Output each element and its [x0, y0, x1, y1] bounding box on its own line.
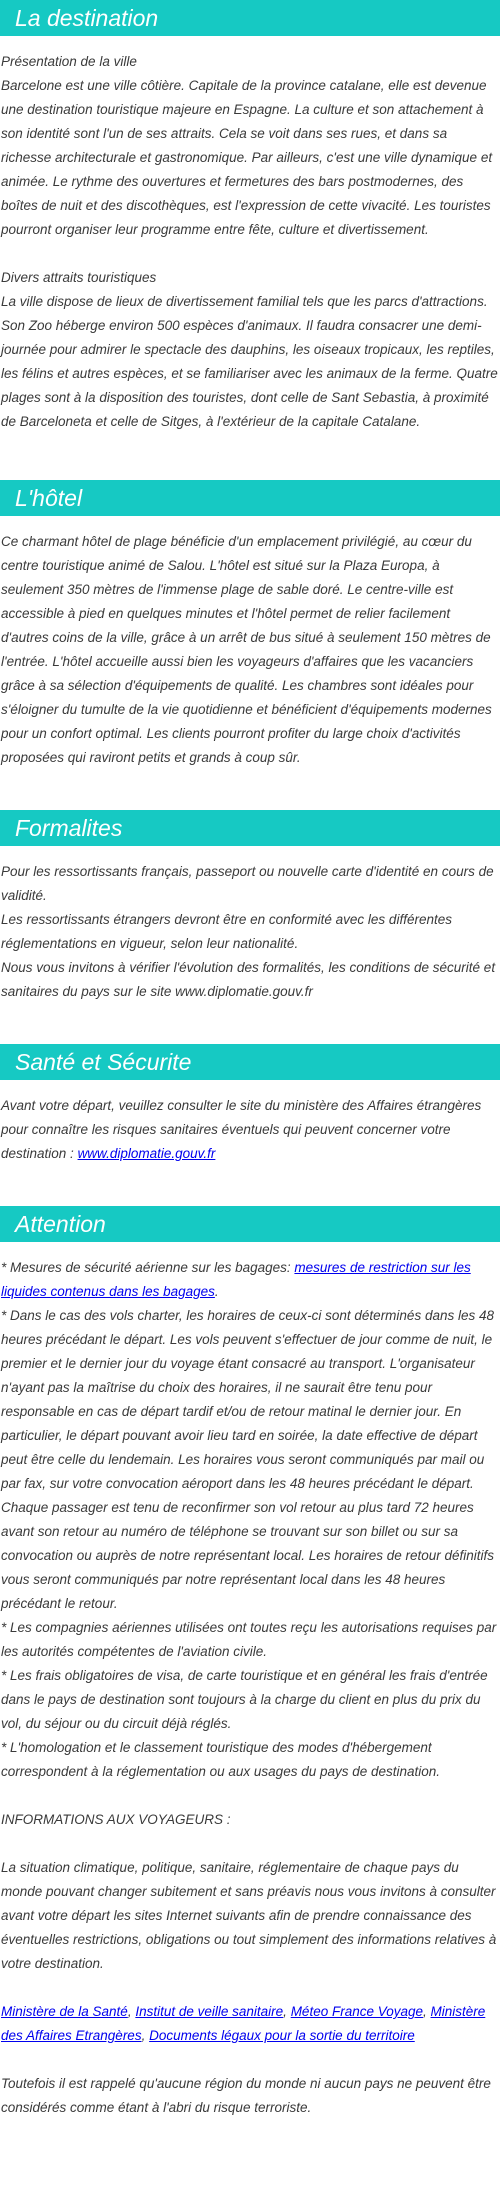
- formalites-body: [0, 846, 500, 1004]
- sante-body: [0, 1080, 500, 1166]
- formalites-title: Formalites: [0, 810, 500, 846]
- info-heading: INFORMATIONS AUX VOYAGEURS :: [1, 1812, 231, 1827]
- attention-bullet-2: * Dans le cas des vols charter, les horaires de ceux-ci sont déterminés dans les 48 heures précédant le départ. Les vols peuvent s'effectuer de jour comme de nuit, le premier et le dernier jour du voyage étant consacré au transport. L'organisateur n'ayant pas la maîtrise du choix des horaires, il ne saurait être tenu pour responsable en cas de départ tardif et/ou de retour matinal le dernier jour. En particulier, le départ pouvant avoir lieu tard en soirée, la date effective de départ peut être celle du lendemain. Les horaires vous seront communiqués par mail ou par fax, sur votre convocation aéroport dans les 48 heures précédant le départ. Chaque passager est tenu de reconfirmer son vol retour au plus tard 72 heures avant son retour au numéro de téléphone se trouvant sur son billet ou sur sa convocation ou auprès de notre représentant local. Les horaires de retour définitifs vous seront communiqués par notre représentant local dans les 48 heures précédant le retour.: [1, 1308, 495, 1611]
- diplomatie-link[interactable]: www.diplomatie.gouv.fr: [77, 1146, 216, 1161]
- link-separator: ,: [283, 2004, 291, 2019]
- link-ministere-sante[interactable]: Ministère de la Santé: [1, 2004, 128, 2019]
- link-meteo-france[interactable]: Méteo France Voyage: [290, 2004, 424, 2019]
- link-affaires-etrangeres[interactable]: Ministère des Affaires Etrangères: [1, 2004, 486, 2043]
- formalites-section: [0, 810, 500, 1004]
- attention-body: [0, 1242, 500, 2120]
- link-separator: ,: [423, 2004, 431, 2019]
- sante-section: [0, 1044, 500, 1166]
- destination-section: [0, 0, 500, 434]
- intro-heading: Présentation de la ville: [1, 54, 137, 69]
- attention-bullet-5: * L'homologation et le classement touristique des modes d'hébergement correspondent à la réglementation ou aux usages du pays de destination.: [1, 1740, 441, 1779]
- resource-links: [1, 2000, 499, 2048]
- attention-section: [0, 1206, 500, 2120]
- attention-bullet-1: [1, 1256, 499, 1304]
- attention-title: Attention: [0, 1206, 500, 1242]
- destination-title: La destination: [0, 0, 500, 36]
- attractions-heading: Divers attraits touristiques: [1, 270, 157, 285]
- formalites-line-1: Pour les ressortissants français, passeport ou nouvelle carte d'identité en cours de validité.: [1, 864, 494, 903]
- sante-text: Avant votre départ, veuillez consulter le site du ministère des Affaires étrangères pour connaître les risques sanitaires éventuels qui peuvent concerner votre destination :: [1, 1098, 482, 1161]
- attractions-text: La ville dispose de lieux de divertissement familial tels que les parcs d'attractions. Son Zoo héberge environ 500 espèces d'animaux. Il faudra consacrer une demi-journée pour admirer le spectacle des dauphins, les oiseaux tropicaux, les reptiles, les félins et autres espèces, et se familiariser avec les animaux de la ferme. Quatre plages sont à la disposition des touristes, dont celle de Sant Sebastia, à proximité de Barceloneta et celle de Sitges, à l'extérieur de la capitale Catalane.: [1, 294, 498, 429]
- attention-bullet-3: * Les compagnies aériennes utilisées ont toutes reçu les autorisations requises par les autorités compétentes de l'aviation civile.: [1, 1620, 497, 1659]
- destination-body: [0, 36, 500, 434]
- link-institut-veille[interactable]: Institut de veille sanitaire: [135, 2004, 284, 2019]
- sante-paragraph: [1, 1094, 499, 1166]
- hotel-section: [0, 480, 500, 770]
- closing-text: Toutefois il est rappelé qu'aucune région du monde ni aucun pays ne peuvent être considérés comme étant à l'abri du risque terroriste.: [1, 2076, 491, 2115]
- attention-bullet-4: * Les frais obligatoires de visa, de carte touristique et en général les frais d'entrée dans le pays de destination sont toujours à la charge du client en plus du prix du vol, du séjour ou du circuit déjà réglés.: [1, 1668, 488, 1731]
- hotel-body: [0, 516, 500, 770]
- liquid-restrictions-link[interactable]: mesures de restriction sur les liquides contenus dans les bagages: [1, 1260, 471, 1299]
- hotel-title: L'hôtel: [0, 480, 500, 516]
- link-documents-legaux[interactable]: Documents légaux pour la sortie du territoire: [149, 2028, 415, 2043]
- formalites-line-2: Les ressortissants étrangers devront être en conformité avec les différentes réglementations en vigueur, selon leur nationalité.: [1, 912, 452, 951]
- bullet-1-suffix: .: [214, 1284, 219, 1299]
- hotel-text: Ce charmant hôtel de plage bénéficie d'un emplacement privilégié, au cœur du centre touristique animé de Salou. L'hôtel est situé sur la Plaza Europa, à seulement 350 mètres de l'immense plage de sable doré. Le centre-ville est accessible à pied en quelques minutes et l'hôtel permet de relier facilement d'autres coins de la ville, grâce à un arrêt de bus situé à seulement 150 mètres de l'entrée. L'hôtel accueille aussi bien les voyageurs d'affaires que les vacanciers grâce à sa sélection d'équipements de qualité. Les chambres sont idéales pour s'éloigner du tumulte de la vie quotidienne et bénéficient d'équipements modernes pour un confort optimal. Les clients pourront profiter du large choix d'activités proposées qui raviront petits et grands à coup sûr.: [1, 534, 492, 765]
- bullet-1-text: * Mesures de sécurité aérienne sur les bagages:: [1, 1260, 295, 1275]
- sante-title: Santé et Sécurite: [0, 1044, 500, 1080]
- link-separator: ,: [127, 2004, 136, 2019]
- link-separator: ,: [141, 2028, 150, 2043]
- formalites-line-3: Nous vous invitons à vérifier l'évolution des formalités, les conditions de sécurité et sanitaires du pays sur le site www.diplomatie.gouv.fr: [1, 960, 496, 999]
- info-text: La situation climatique, politique, sanitaire, réglementaire de chaque pays du monde pouvant changer subitement et sans préavis nous vous invitons à consulter avant votre départ les sites Internet suivants afin de prendre connaissance des éventuelles restrictions, obligations ou tout simplement des informations relatives à votre destination.: [1, 1860, 497, 1971]
- intro-text: Barcelone est une ville côtière. Capitale de la province catalane, elle est devenue une destination touristique majeure en Espagne. La culture et son attachement à son identité sont l'un de ses attraits. Cela se voit dans ses rues, et dans sa richesse architecturale et gastronomique. Par ailleurs, c'est une ville dynamique et animée. Le rythme des ouvertures et fermetures des bars postmodernes, des boîtes de nuit et des discothèques, est l'expression de cette vivacité. Les touristes pourront organiser leur programme entre fête, culture et divertissement.: [1, 78, 493, 237]
